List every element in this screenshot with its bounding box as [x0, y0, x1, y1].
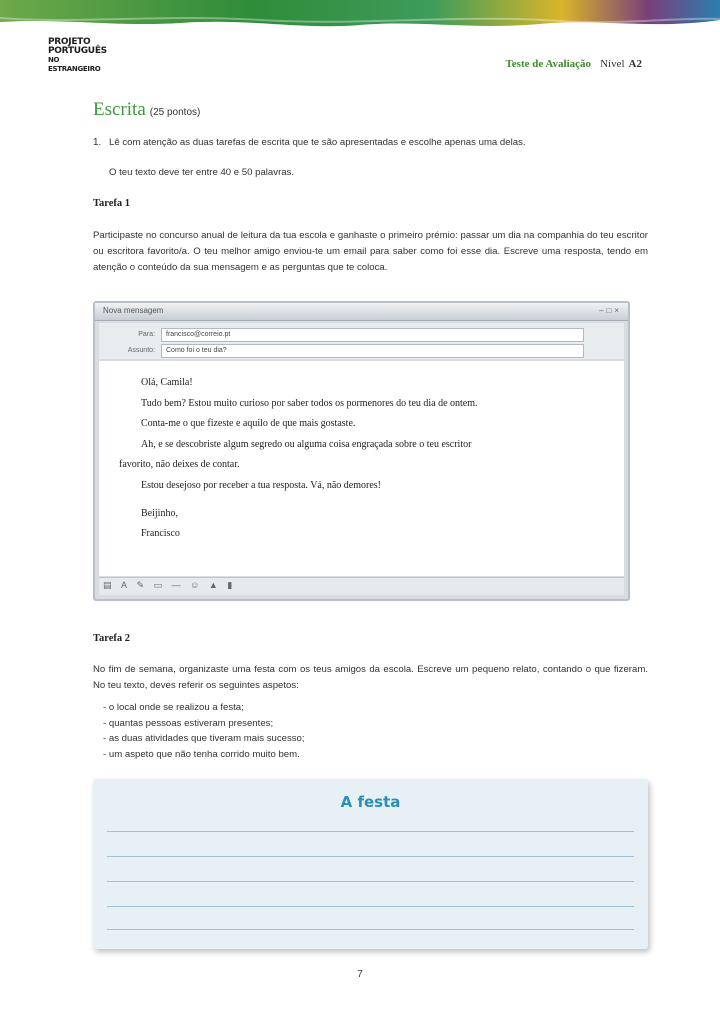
font-icon[interactable]: A: [121, 580, 128, 590]
task2-text: No fim de semana, organizaste uma festa com os teus amigos da escola. Escreve um pequeno relato, contando o que fizeram. No teu texto, deves referir os seguintes aspetos:: [93, 664, 648, 691]
writing-area-title: A festa: [340, 793, 401, 811]
question-number: 1.: [93, 137, 102, 148]
logo-line-2: PORTUGUÊS: [48, 46, 107, 56]
writing-line: [107, 929, 634, 930]
level-value: A2: [628, 58, 642, 70]
email-line: Ah, e se descobriste algum segredo ou alguma coisa engraçada sobre o teu escritor: [141, 439, 472, 450]
level-label: [600, 58, 642, 70]
task2-title: Tarefa 2: [93, 633, 131, 644]
list-item: - as duas atividades que tiveram mais sucesso;: [103, 733, 305, 744]
level-text: Nível: [600, 58, 625, 70]
list-item: - quantas pessoas estiveram presentes;: [103, 717, 274, 729]
writing-area[interactable]: [93, 779, 648, 949]
close-icon[interactable]: ×: [614, 306, 622, 315]
subject-field[interactable]: Como foi o teu dia?: [161, 344, 584, 358]
emoji-icon[interactable]: ☺: [190, 580, 200, 590]
window-controls: [599, 306, 622, 315]
top-decorative-band: [0, 0, 720, 34]
email-line: Estou desejoso por receber a tua resposta. Vá, não demores!: [141, 480, 382, 491]
logo-line-3: NO ESTRANGEIRO: [48, 56, 101, 73]
logo-line-1: PROJETO: [48, 37, 91, 47]
writing-line: [107, 906, 634, 907]
test-label: Teste de Avaliação: [505, 58, 592, 70]
email-window-title: Nova mensagem: [103, 306, 164, 315]
list-item: - um aspeto que não tenha corrido muito bem.: [103, 748, 300, 760]
page-number: 7: [357, 969, 363, 980]
to-label: Para:: [138, 331, 155, 338]
pen-icon[interactable]: ✎: [136, 580, 145, 590]
section-title-text: Escrita: [93, 99, 146, 120]
email-line: Tudo bem? Estou muito curioso por saber todos os pormenores do teu dia de ontem.: [141, 398, 478, 409]
trash-icon[interactable]: ▮: [227, 580, 233, 590]
maximize-icon[interactable]: □: [606, 306, 615, 315]
email-body[interactable]: [99, 361, 624, 576]
email-titlebar: [95, 303, 628, 321]
email-header-fields: [99, 323, 624, 359]
email-signature: Francisco: [141, 528, 180, 539]
subject-label: Assunto:: [127, 347, 155, 354]
painted-band-graphic: [0, 0, 720, 34]
list-item: - o local onde se realizou a festa;: [103, 702, 244, 713]
section-title: [93, 99, 200, 121]
email-toolbar: [99, 577, 624, 595]
email-greeting: Olá, Camila!: [141, 377, 193, 388]
test-header: [505, 58, 642, 70]
task2-bullet-list: [103, 700, 305, 762]
minimize-icon[interactable]: –: [599, 306, 607, 315]
writing-line: [107, 881, 634, 882]
writing-line: [107, 831, 634, 832]
subject-row: [99, 344, 624, 358]
email-signoff: Beijinho,: [141, 508, 178, 519]
question-text: Lê com atenção as duas tarefas de escrita que te são apresentadas e escolhe apenas uma delas.: [109, 137, 526, 148]
send-icon[interactable]: ▲: [208, 580, 218, 590]
email-line: favorito, não deixes de contar.: [119, 459, 240, 470]
task1-text: Participaste no concurso anual de leitura da tua escola e ganhaste o primeiro prémio: passar um dia na companhia do teu escritor ou escritora favorito/a. O teu melhor amigo enviou-te um email para saber como foi esse dia. Escreve uma resposta, tendo em atenção o conteúdo da sua mensagem e as perguntas que te coloca.: [93, 230, 648, 273]
section-points: (25 pontos): [149, 107, 201, 118]
to-field[interactable]: francisco@correio.pt: [161, 328, 584, 342]
image-icon[interactable]: ▭: [153, 580, 163, 590]
task1-title: Tarefa 1: [93, 198, 131, 209]
question-note: O teu texto deve ter entre 40 e 50 palavras.: [109, 167, 295, 178]
attach-icon[interactable]: ▤: [103, 580, 112, 590]
email-window: [93, 301, 630, 601]
line-icon[interactable]: —: [171, 580, 181, 590]
email-line: Conta-me o que fizeste e aquilo de que mais gostaste.: [141, 418, 356, 429]
to-row: [99, 328, 624, 342]
writing-line: [107, 856, 634, 857]
project-logo: [48, 38, 112, 72]
